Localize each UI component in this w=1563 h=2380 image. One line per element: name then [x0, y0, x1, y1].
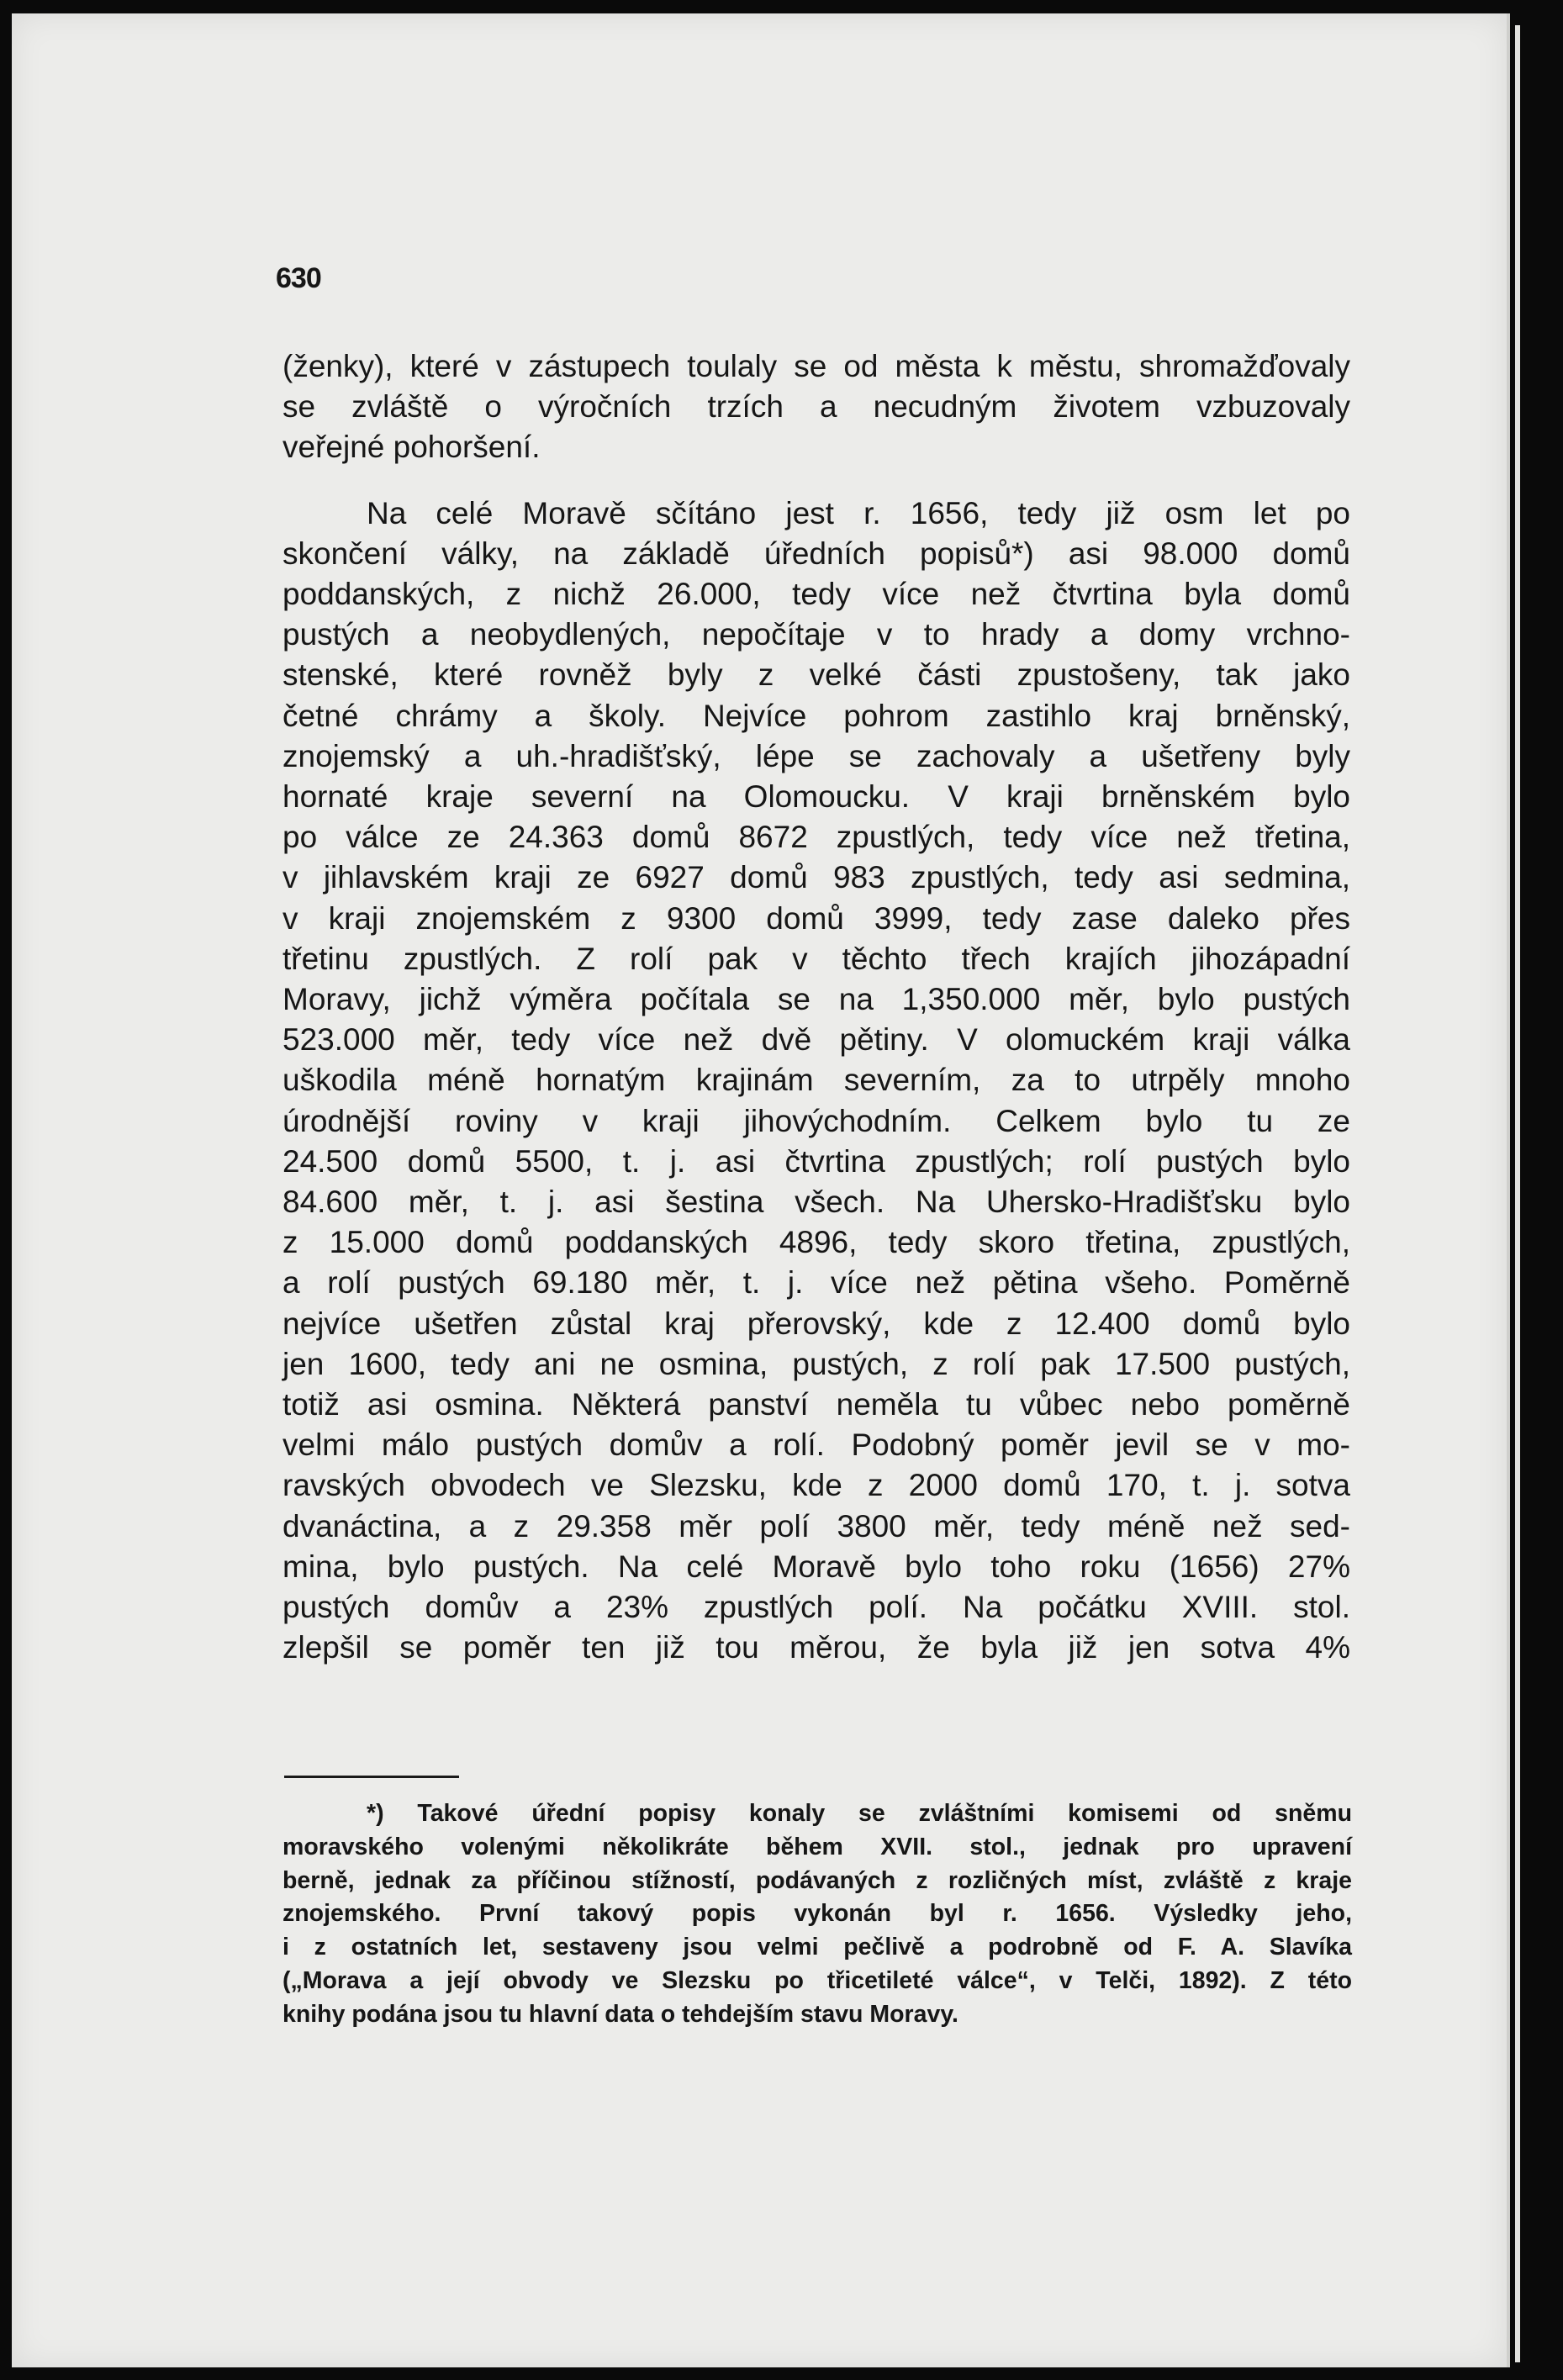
text-line: po válce ze 24.363 domů 8672 zpustlých, tedy více než třetina, — [283, 820, 1350, 855]
footnote-line: *) Takové úřední popisy konaly se zvláštními komisemi od sněmu — [367, 1800, 1352, 1827]
footnote-line: i z ostatních let, sestaveny jsou velmi pečlivě a podrobně od F. A. Slavíka — [283, 1934, 1352, 1961]
text-line: pustých domův a 23% zpustlých polí. Na počátku XVIII. stol. — [283, 1590, 1350, 1625]
text-line: (ženky), které v zástupech toulaly se od města k městu, shromažďovaly — [283, 349, 1350, 383]
text-line: úrodnější roviny v kraji jihovýchodním. Celkem bylo tu ze — [283, 1103, 1350, 1138]
text-line: zlepšil se poměr ten již tou měrou, že byla již jen sotva 4% — [283, 1630, 1350, 1665]
text-line: dvanáctina, a z 29.358 měr polí 3800 měr, tedy méně než sed- — [283, 1508, 1350, 1544]
text-line: jen 1600, tedy ani ne osmina, pustých, z rolí pak 17.500 pustých, — [283, 1346, 1350, 1381]
text-line: četné chrámy a školy. Nejvíce pohrom zastihlo kraj brněnský, — [283, 698, 1350, 733]
footnote-line: berně, jednak za příčinou stížností, podávaných z rozličných míst, zvláště z kraje — [283, 1866, 1352, 1894]
text-line: mina, bylo pustých. Na celé Moravě bylo toho roku (1656) 27% — [283, 1549, 1350, 1584]
text-line: pustých a neobydlených, nepočítaje v to hrady a domy vrchno- — [283, 617, 1350, 652]
text-line: stenské, které rovněž byly z velké části zpustošeny, tak jako — [283, 657, 1350, 693]
text-line: v jihlavském kraji ze 6927 domů 983 zpustlých, tedy asi sedmina, — [283, 860, 1350, 895]
footnote-line: knihy podána jsou tu hlavní data o tehdejším stavu Moravy. — [283, 2000, 958, 2028]
footnote-line: znojemského. První takový popis vykonán byl r. 1656. Výsledky jeho, — [283, 1900, 1352, 1928]
text-line: uškodila méně hornatým krajinám severním, za to utrpěly mnoho — [283, 1063, 1350, 1098]
text-line: skončení války, na základě úředních popisů*) asi 98.000 domů — [283, 536, 1350, 571]
footnote — [283, 1797, 1352, 2032]
text-line: Moravy, jichž výměra počítala se na 1,350.000 měr, bylo pustých — [283, 982, 1350, 1017]
footnote-line: moravského volenými několikráte během XVII. stol., jednak pro upravení — [283, 1833, 1352, 1860]
text-line: totiž asi osmina. Některá panství neměla tu vůbec nebo poměrně — [283, 1387, 1350, 1422]
text-line: ravských obvodech ve Slezsku, kde z 2000 domů 170, t. j. sotva — [283, 1468, 1350, 1503]
text-line: a rolí pustých 69.180 měr, t. j. více než pětina všeho. Poměrně — [283, 1265, 1350, 1301]
text-line: 84.600 měr, t. j. asi šestina všech. Na Uhersko-Hradišťsku bylo — [283, 1185, 1350, 1220]
text-line: 523.000 měr, tedy více než dvě pětiny. V olomuckém kraji válka — [283, 1022, 1350, 1058]
text-line: znojemský a uh.-hradišťský, lépe se zachovaly a ušetřeny byly — [283, 738, 1350, 773]
text-line: veřejné pohoršení. — [283, 430, 541, 465]
text-line: hornaté kraje severní na Olomoucku. V kraji brněnském bylo — [283, 779, 1350, 815]
text-line: 24.500 domů 5500, t. j. asi čtvrtina zpustlých; rolí pustých bylo — [283, 1143, 1350, 1179]
text-line: se zvláště o výročních trzích a necudným životem vzbuzovaly — [283, 389, 1350, 425]
footnote-divider — [284, 1776, 459, 1778]
text-line: Na celé Moravě sčítáno jest r. 1656, tedy již osm let po — [367, 495, 1350, 530]
text-line: velmi málo pustých domův a rolí. Podobný poměr jevil se v mo- — [283, 1427, 1350, 1463]
text-line: třetinu zpustlých. Z rolí pak v těchto třech krajích jihozápadní — [283, 941, 1350, 976]
text-line: v kraji znojemském z 9300 domů 3999, tedy zase daleko přes — [283, 900, 1350, 936]
page-edge — [1515, 25, 1520, 2362]
text-line: z 15.000 domů poddanských 4896, tedy skoro třetina, zpustlých, — [283, 1225, 1350, 1260]
main-text — [283, 346, 1350, 1669]
footnote-line: („Morava a její obvody ve Slezsku po třicetileté válce“, v Telči, 1892). Z této — [283, 1966, 1352, 1994]
text-line: poddanských, z nichž 26.000, tedy více než čtvrtina byla domů — [283, 577, 1350, 612]
page-number: 630 — [276, 262, 321, 294]
text-line: nejvíce ušetřen zůstal kraj přerovský, kde z 12.400 domů bylo — [283, 1306, 1350, 1341]
